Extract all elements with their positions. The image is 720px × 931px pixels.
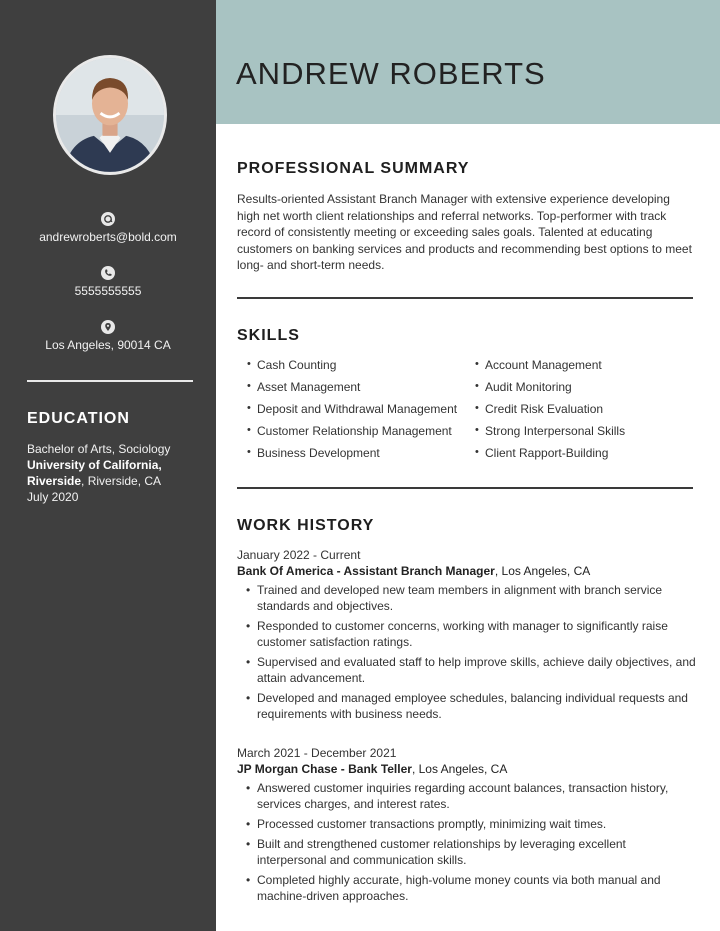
- job-bullets: [257, 780, 697, 904]
- section-divider: [237, 297, 693, 299]
- name-header: [216, 0, 720, 124]
- education-school-location: , Riverside, CA: [81, 474, 162, 488]
- list-item: • Completed highly accurate, high-volume money counts via both manual and machine-driven approaches.: [257, 872, 697, 904]
- list-item: • Processed customer transactions promptly, minimizing wait times.: [257, 816, 697, 832]
- contact-email: [0, 212, 216, 244]
- profile-photo-image: [56, 58, 164, 172]
- candidate-name: ANDREW ROBERTS: [236, 56, 546, 91]
- list-item: • Responded to customer concerns, working with manager to significantly raise customer satisfaction ratings.: [257, 618, 697, 650]
- job-location: , Los Angeles, CA: [494, 564, 591, 578]
- skills-heading: SKILLS: [237, 327, 300, 344]
- education-school-line2: Riverside: [27, 474, 82, 488]
- job-title: [237, 762, 697, 780]
- list-item: • Supervised and evaluated staff to help improve skills, achieve daily objectives, and attain advancement.: [257, 654, 697, 686]
- section-divider: [237, 487, 693, 489]
- skill-item: • Strong Interpersonal Skills: [485, 424, 625, 438]
- email-text[interactable]: andrewroberts@bold.com: [39, 230, 177, 244]
- list-item: • Developed and managed employee schedules, balancing individual requests and requirements with business needs.: [257, 690, 697, 722]
- job-entry: [237, 746, 697, 908]
- contact-location: [0, 320, 216, 352]
- education-date: July 2020: [27, 490, 79, 504]
- education-details: [27, 441, 207, 505]
- work-history-heading: WORK HISTORY: [237, 517, 375, 534]
- sidebar: [0, 0, 216, 931]
- list-item: • Answered customer inquiries regarding account balances, transaction history, services charges, and interest rates.: [257, 780, 697, 812]
- skill-item: • Asset Management: [257, 380, 360, 394]
- list-item: • Built and strengthened customer relationships by leveraging excellent interpersonal and communication skills.: [257, 836, 697, 868]
- location-text: Los Angeles, 90014 CA: [45, 338, 171, 352]
- summary-heading: PROFESSIONAL SUMMARY: [237, 160, 470, 177]
- phone-text[interactable]: 5555555555: [74, 284, 142, 298]
- sidebar-divider: [27, 380, 193, 382]
- skill-item: • Account Management: [485, 358, 602, 372]
- job-employer-role: Bank Of America - Assistant Branch Manager: [237, 564, 495, 578]
- skill-item: • Client Rapport-Building: [485, 446, 608, 460]
- summary-text: Results-oriented Assistant Branch Manager with extensive experience developing high net worth client relationships and referral networks. Top-performer with track record of consistently meeting or exceeding sales goals. Talented at educating customers on banking services and products and recommending best options to meet long- and short-term needs.: [237, 192, 692, 272]
- education-degree: Bachelor of Arts, Sociology: [27, 442, 171, 456]
- education-school-line1: University of California,: [27, 458, 162, 472]
- skill-item: • Deposit and Withdrawal Management: [257, 402, 457, 416]
- phone-icon: [101, 266, 115, 280]
- job-entry: [237, 548, 697, 726]
- job-bullets: [257, 582, 697, 722]
- email-icon: [101, 212, 115, 226]
- education-heading: EDUCATION: [27, 410, 130, 427]
- skill-item: • Cash Counting: [257, 358, 336, 372]
- job-title: [237, 564, 697, 582]
- contact-phone: [0, 266, 216, 298]
- skill-item: • Customer Relationship Management: [257, 424, 452, 438]
- location-icon: [101, 320, 115, 334]
- skill-item: • Audit Monitoring: [485, 380, 572, 394]
- job-location: , Los Angeles, CA: [411, 762, 508, 776]
- list-item: • Trained and developed new team members in alignment with branch service standards and objectives.: [257, 582, 697, 614]
- job-dates: January 2022 - Current: [237, 548, 361, 562]
- job-dates: March 2021 - December 2021: [237, 746, 397, 760]
- skill-item: • Credit Risk Evaluation: [485, 402, 603, 416]
- profile-photo: [53, 55, 167, 175]
- skill-item: • Business Development: [257, 446, 380, 460]
- job-employer-role: JP Morgan Chase - Bank Teller: [237, 762, 412, 776]
